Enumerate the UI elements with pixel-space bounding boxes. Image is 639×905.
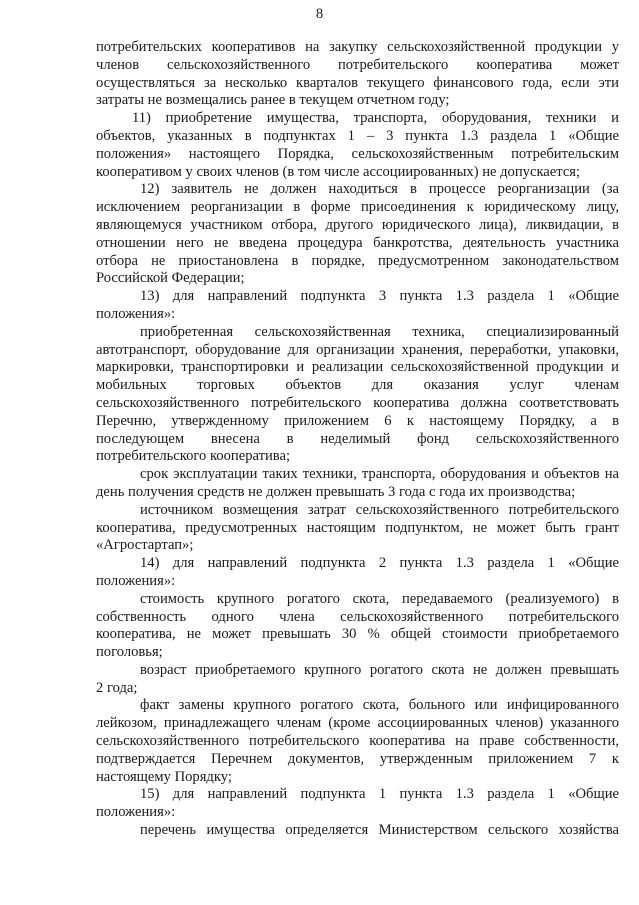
text-line: приобретенная сельскохозяйственная техника, специализированный bbox=[140, 323, 619, 340]
text-line: осуществляться за несколько кварталов текущего финансового года, если эти bbox=[96, 74, 619, 91]
text-line: сельскохозяйственного потребительского кооператива должна соответствовать bbox=[96, 394, 619, 411]
text-line: перечень имущества определяется Министерством сельского хозяйства bbox=[140, 822, 619, 839]
text-line: объектов, указанных в подпунктах 1 – 3 пункта 1.3 раздела 1 «Общие bbox=[96, 127, 619, 144]
text-line: поголовья; bbox=[96, 644, 163, 661]
text-line: отбора не приостановлена в порядке, предусмотренном законодательством bbox=[96, 252, 619, 269]
text-line: затраты не возмещались ранее в текущем отчетном году; bbox=[96, 92, 450, 109]
text-line: Российской Федерации; bbox=[96, 270, 245, 287]
text-line: стоимость крупного рогатого скота, передаваемого (реализуемого) в bbox=[140, 590, 619, 607]
text-line: мобильных торговых объектов для оказания услуг членам bbox=[96, 377, 619, 394]
text-line: Перечню, утвержденному приложением 6 к настоящему Порядку, а в bbox=[96, 412, 619, 429]
text-line: возраст приобретаемого крупного рогатого скота не должен превышать bbox=[140, 661, 619, 678]
text-line: настоящему Порядку; bbox=[96, 768, 232, 785]
text-line: автотранспорт, оборудование для организации хранения, переработки, упаковки, bbox=[96, 341, 619, 358]
text-line: факт замены крупного рогатого скота, больного или инфицированного bbox=[140, 697, 619, 714]
text-line: 11) приобретение имущества, транспорта, оборудования, техники и bbox=[132, 110, 619, 127]
document-body bbox=[96, 39, 619, 840]
text-line: «Агростартап»; bbox=[96, 537, 194, 554]
text-line: срок эксплуатации таких техники, транспорта, оборудования и объектов на bbox=[140, 466, 619, 483]
text-line: положения»: bbox=[96, 804, 176, 821]
text-line: положения»: bbox=[96, 572, 176, 589]
text-line: положения» настоящего Порядка, сельскохозяйственным потребительским bbox=[96, 145, 619, 162]
page-number: 8 bbox=[315, 6, 324, 22]
text-line: 15) для направлений подпункта 1 пункта 1.3 раздела 1 «Общие bbox=[140, 786, 619, 803]
text-line: лейкозом, принадлежащего членам (кроме ассоциированных членов) указанного bbox=[96, 715, 619, 732]
text-line: кооператива, не может превышать 30 % общей стоимости приобретаемого bbox=[96, 626, 619, 643]
text-line: 2 года; bbox=[96, 679, 138, 696]
text-line: последующем внесена в неделимый фонд сельскохозяйственного bbox=[96, 430, 619, 447]
text-line: день получения средств не должен превышать 3 года с года их производства; bbox=[96, 483, 576, 500]
text-line: источником возмещения затрат сельскохозяйственного потребительского bbox=[140, 501, 619, 518]
text-line: потребительского кооператива; bbox=[96, 448, 291, 465]
text-line: исключением реорганизации в форме присоединения к юридическому лицу, bbox=[96, 199, 619, 216]
text-line: кооператива, предусмотренных настоящим подпунктом, не может быть грант bbox=[96, 519, 619, 536]
text-line: 12) заявитель не должен находиться в процессе реорганизации (за bbox=[140, 181, 619, 198]
text-line: подтверждается Перечнем документов, утвержденным приложением 7 к bbox=[96, 750, 619, 767]
text-line: 13) для направлений подпункта 3 пункта 1.3 раздела 1 «Общие bbox=[140, 288, 619, 305]
text-line: положения»: bbox=[96, 305, 176, 322]
text-line: отношении него не введена процедура банкротства, деятельность участника bbox=[96, 234, 619, 251]
text-line: кооперативом у своих членов (в том числе ассоциированных) не допускается; bbox=[96, 163, 581, 180]
text-line: потребительских кооперативов на закупку сельскохозяйственной продукции у bbox=[96, 39, 619, 55]
text-line: членов сельскохозяйственного потребительского кооператива может bbox=[96, 56, 619, 73]
text-line: 14) для направлений подпункта 2 пункта 1.3 раздела 1 «Общие bbox=[140, 555, 619, 572]
text-line: являющемуся участником отбора, другого юридического лица), ликвидации, в bbox=[96, 216, 619, 233]
text-line: собственность одного члена сельскохозяйственного потребительского bbox=[96, 608, 619, 625]
text-line: сельскохозяйственного потребительского кооператива на праве собственности, bbox=[96, 733, 619, 750]
text-line: маркировки, транспортировки и реализации сельскохозяйственной продукции и bbox=[96, 359, 619, 376]
